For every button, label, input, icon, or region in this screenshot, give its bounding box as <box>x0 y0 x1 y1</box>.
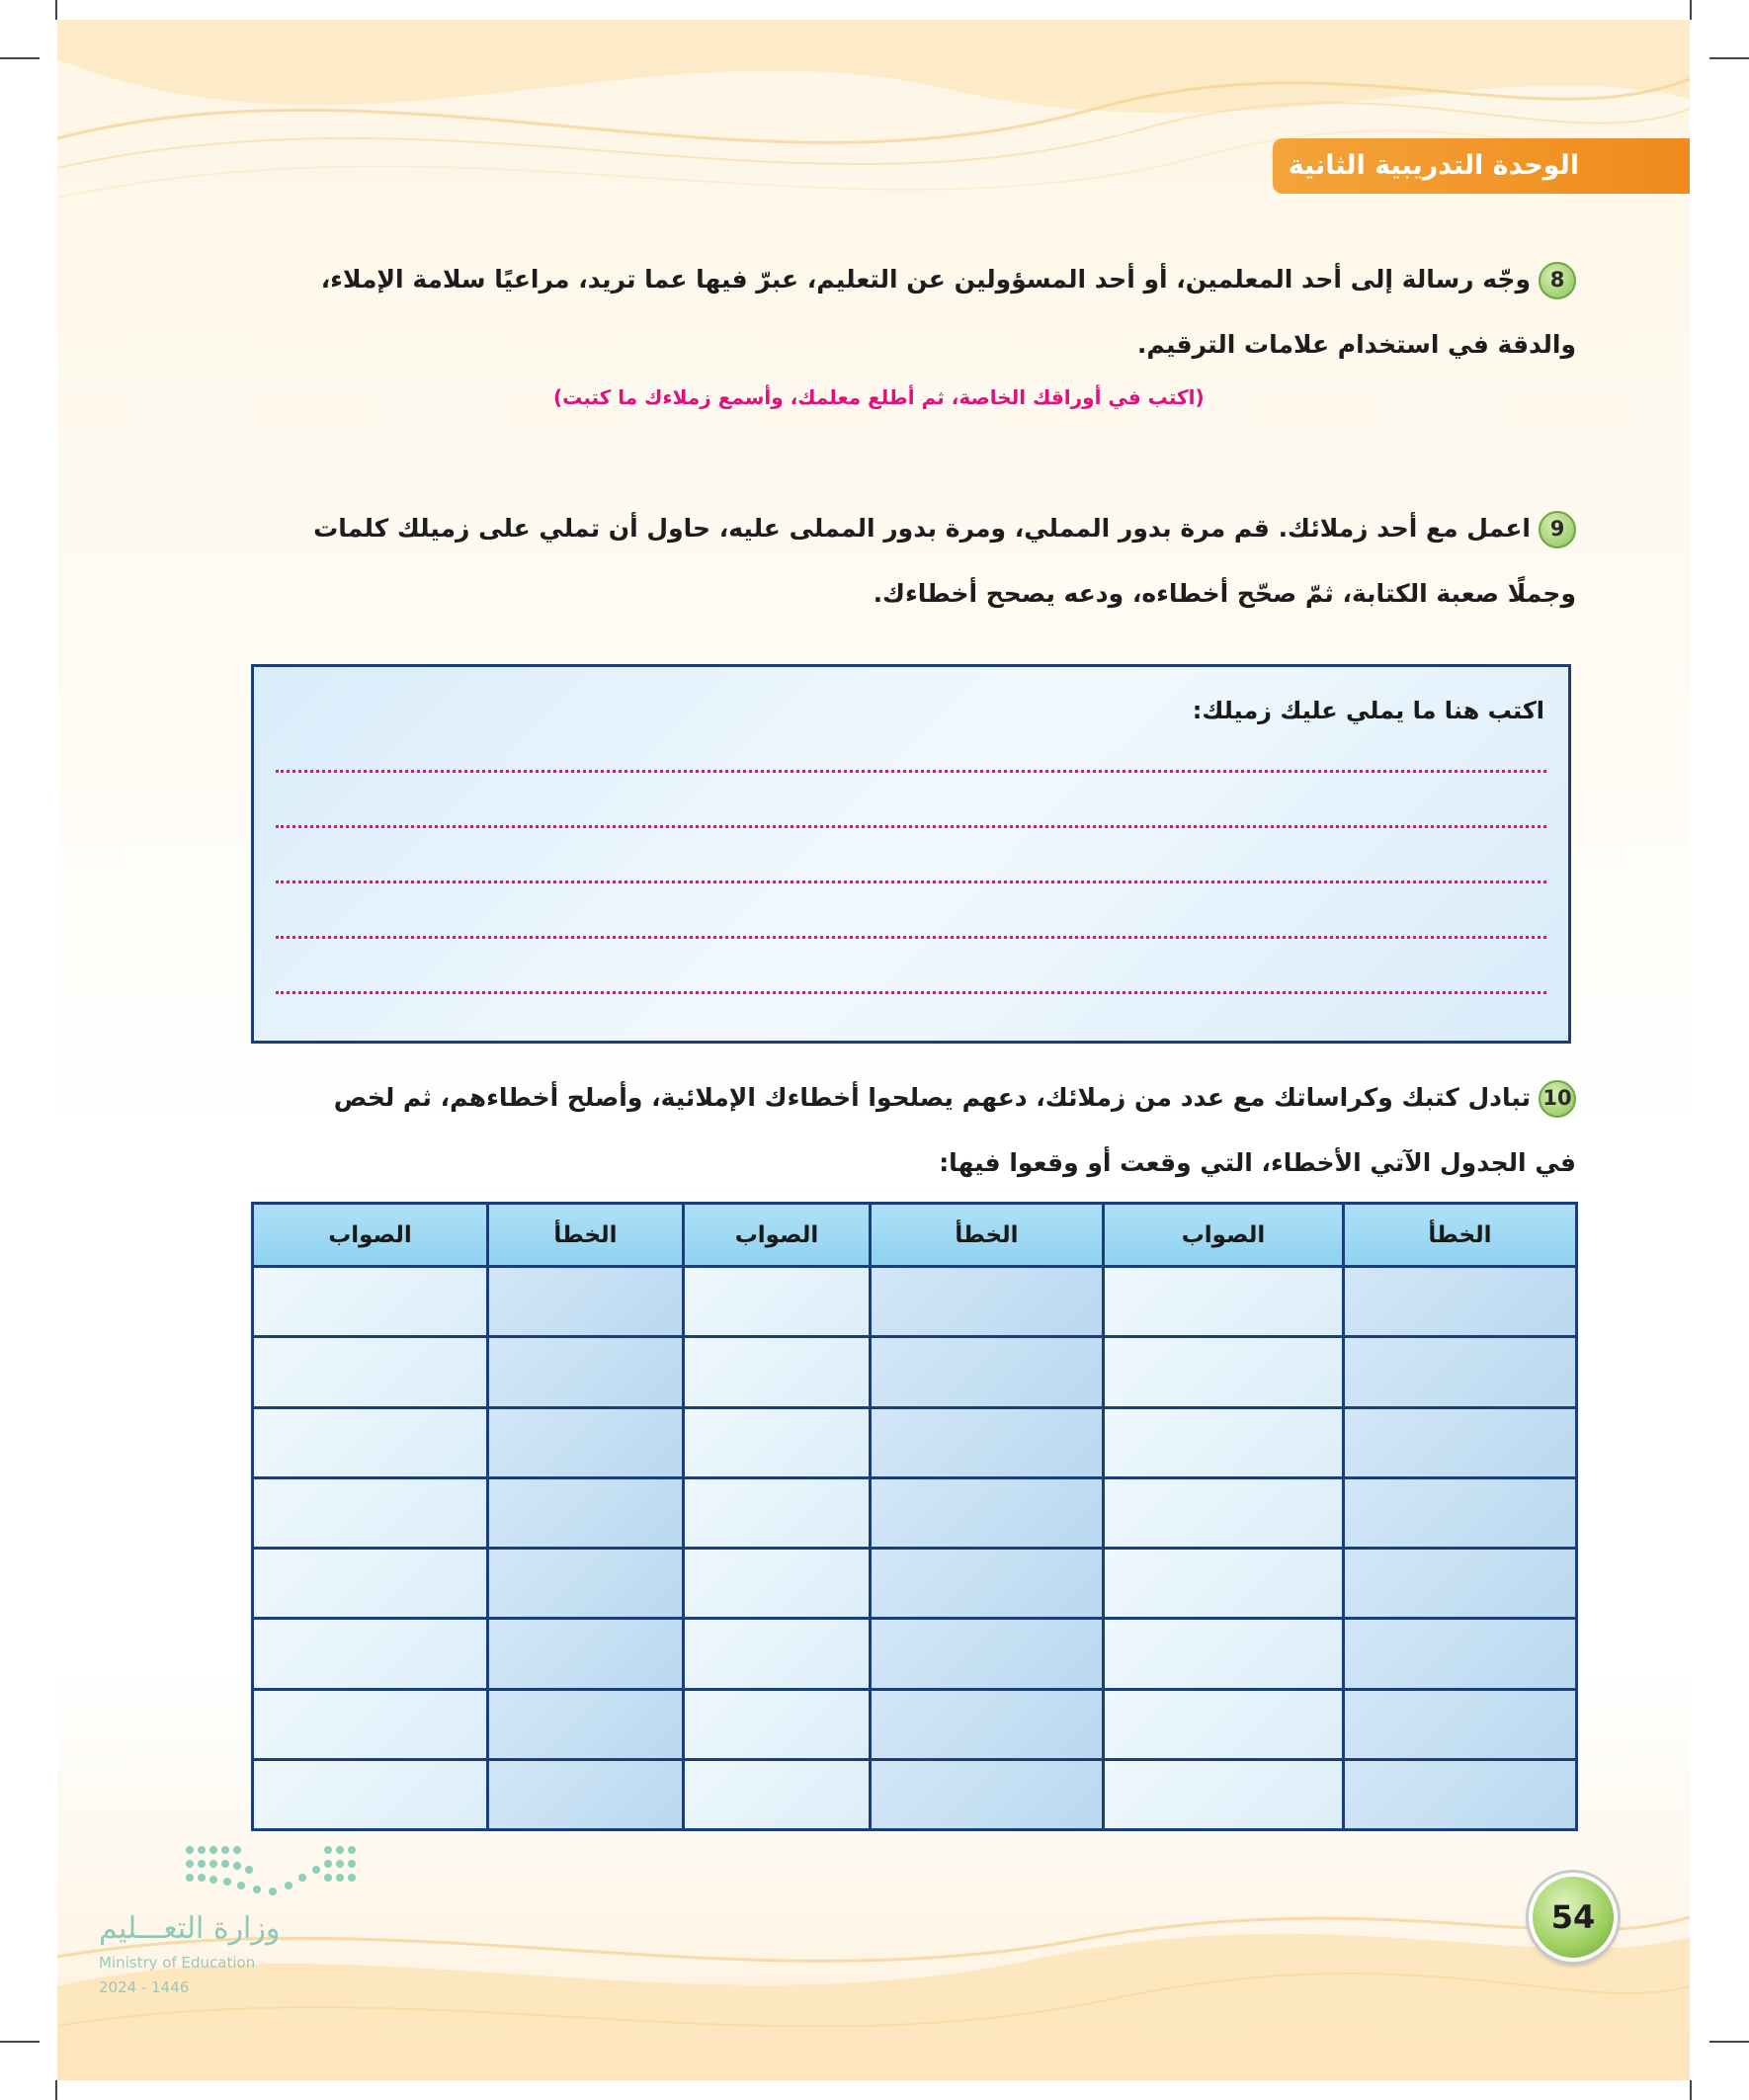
crop-mark <box>1690 0 1692 20</box>
correction-cell[interactable] <box>684 1267 871 1337</box>
correction-cell[interactable] <box>1104 1477 1344 1548</box>
column-header-error: الخطأ <box>1344 1204 1577 1267</box>
question-8-line-2: والدقة في استخدام علامات الترقيم. <box>1136 330 1576 359</box>
question-9-text-1: اعمل مع أحد زملائك. قم مرة بدور المملي، ومرة بدور المملى عليه، حاول أن تملي على زميلك كلمات <box>313 514 1531 543</box>
correction-cell[interactable] <box>1104 1549 1344 1619</box>
correction-cell[interactable] <box>684 1759 871 1829</box>
question-number-badge: 9 <box>1539 511 1576 548</box>
question-10-line-2: في الجدول الآتي الأخطاء، التي وقعت أو وقعوا فيها: <box>939 1148 1576 1177</box>
crop-mark <box>1709 57 1749 59</box>
error-cell[interactable] <box>488 1619 684 1689</box>
question-10-line-1 <box>183 1065 1576 1131</box>
crop-mark <box>55 0 57 20</box>
table-row <box>253 1619 1577 1689</box>
question-8-text-1: وجّه رسالة إلى أحد المعلمين، أو أحد المسؤولين عن التعليم، عبرّ فيها عما تريد، مراعيًا سلامة الإملاء، <box>320 265 1531 294</box>
error-cell[interactable] <box>1344 1689 1577 1759</box>
crop-mark <box>1690 2080 1692 2100</box>
edition-year: 2024 - 1446 <box>99 1978 190 1996</box>
correction-cell[interactable] <box>684 1337 871 1407</box>
error-cell[interactable] <box>488 1267 684 1337</box>
question-9 <box>183 496 1576 627</box>
crop-mark <box>55 2080 57 2100</box>
table-row <box>253 1759 1577 1829</box>
dictation-writing-box[interactable] <box>251 664 1571 1044</box>
errors-table <box>251 1202 1578 1831</box>
correction-cell[interactable] <box>253 1549 488 1619</box>
writing-line[interactable] <box>276 881 1546 883</box>
page-number: 54 <box>1529 1873 1618 1962</box>
error-cell[interactable] <box>488 1689 684 1759</box>
correction-cell[interactable] <box>1104 1619 1344 1689</box>
error-cell[interactable] <box>1344 1407 1577 1477</box>
top-wave-decoration <box>57 20 1690 247</box>
error-cell[interactable] <box>488 1477 684 1548</box>
correction-cell[interactable] <box>1104 1267 1344 1337</box>
error-cell[interactable] <box>871 1267 1104 1337</box>
error-cell[interactable] <box>871 1337 1104 1407</box>
table-row <box>253 1477 1577 1548</box>
writing-line[interactable] <box>276 936 1546 939</box>
column-header-correct: الصواب <box>684 1204 871 1267</box>
unit-title-tab: الوحدة التدريبية الثانية <box>1273 138 1690 194</box>
error-cell[interactable] <box>1344 1477 1577 1548</box>
error-cell[interactable] <box>1344 1267 1577 1337</box>
crop-mark <box>0 2041 40 2043</box>
column-header-correct: الصواب <box>1104 1204 1344 1267</box>
crop-mark <box>0 57 40 59</box>
writing-box-label: اكتب هنا ما يملي عليك زميلك: <box>1192 697 1544 724</box>
correction-cell[interactable] <box>684 1619 871 1689</box>
question-8-note: (اكتب في أوراقك الخاصة، ثم أطلع معلمك، وأسمع زملاءك ما كتبت) <box>553 385 1205 409</box>
ministry-name-arabic: وزارة التعـــليم <box>99 1911 281 1946</box>
correction-cell[interactable] <box>253 1619 488 1689</box>
table-row <box>253 1337 1577 1407</box>
error-cell[interactable] <box>488 1759 684 1829</box>
question-10 <box>183 1065 1576 1196</box>
correction-cell[interactable] <box>1104 1407 1344 1477</box>
writing-line[interactable] <box>276 825 1546 828</box>
column-header-correct: الصواب <box>253 1204 488 1267</box>
question-9-line-1 <box>183 496 1576 561</box>
table-row <box>253 1549 1577 1619</box>
error-cell[interactable] <box>871 1477 1104 1548</box>
ministry-name-english: Ministry of Education <box>99 1954 256 1972</box>
correction-cell[interactable] <box>253 1689 488 1759</box>
correction-cell[interactable] <box>1104 1689 1344 1759</box>
question-10-text-1: تبادل كتبك وكراساتك مع عدد من زملائك، دعهم يصلحوا أخطاءك الإملائية، وأصلح أخطاءهم، ثم لخص <box>333 1083 1531 1112</box>
error-cell[interactable] <box>871 1759 1104 1829</box>
crop-mark <box>1709 2041 1749 2043</box>
error-cell[interactable] <box>1344 1549 1577 1619</box>
correction-cell[interactable] <box>253 1759 488 1829</box>
table-row <box>253 1689 1577 1759</box>
correction-cell[interactable] <box>684 1549 871 1619</box>
correction-cell[interactable] <box>253 1407 488 1477</box>
error-cell[interactable] <box>871 1549 1104 1619</box>
error-cell[interactable] <box>871 1407 1104 1477</box>
table-row <box>253 1407 1577 1477</box>
correction-cell[interactable] <box>684 1689 871 1759</box>
correction-cell[interactable] <box>253 1267 488 1337</box>
question-9-line-2: وجملًا صعبة الكتابة، ثمّ صحّح أخطاءه، ودعه يصحح أخطاءك. <box>873 579 1576 608</box>
error-cell[interactable] <box>488 1549 684 1619</box>
question-8-line-1 <box>183 247 1576 312</box>
correction-cell[interactable] <box>684 1407 871 1477</box>
question-number-badge: 10 <box>1539 1080 1576 1118</box>
error-cell[interactable] <box>871 1619 1104 1689</box>
error-cell[interactable] <box>488 1337 684 1407</box>
writing-line[interactable] <box>276 770 1546 773</box>
correction-cell[interactable] <box>1104 1759 1344 1829</box>
table-header-row <box>253 1204 1577 1267</box>
correction-cell[interactable] <box>684 1477 871 1548</box>
question-number-badge: 8 <box>1539 262 1576 299</box>
error-cell[interactable] <box>1344 1619 1577 1689</box>
correction-cell[interactable] <box>253 1477 488 1548</box>
error-cell[interactable] <box>1344 1759 1577 1829</box>
error-cell[interactable] <box>488 1407 684 1477</box>
correction-cell[interactable] <box>253 1337 488 1407</box>
ministry-logo-dots-icon <box>180 1840 358 1903</box>
writing-line[interactable] <box>276 991 1546 994</box>
correction-cell[interactable] <box>1104 1337 1344 1407</box>
column-header-error: الخطأ <box>871 1204 1104 1267</box>
table-body <box>253 1267 1577 1830</box>
question-8 <box>183 247 1576 378</box>
table-row <box>253 1267 1577 1337</box>
error-cell[interactable] <box>1344 1337 1577 1407</box>
error-cell[interactable] <box>871 1689 1104 1759</box>
column-header-error: الخطأ <box>488 1204 684 1267</box>
ministry-logo <box>97 1840 354 1998</box>
